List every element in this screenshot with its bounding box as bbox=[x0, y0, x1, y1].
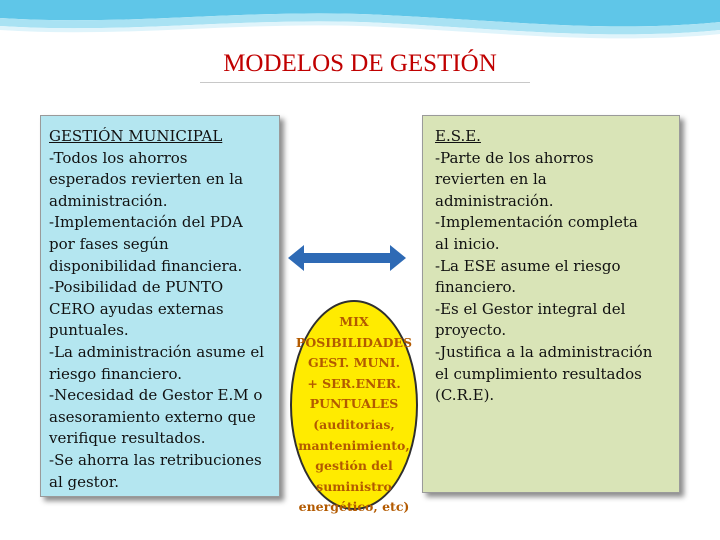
left-panel-line: asesoramiento externo que bbox=[49, 407, 256, 426]
right-panel-line: -Implementación completa bbox=[435, 213, 638, 232]
center-line: mantenimiento, bbox=[298, 437, 410, 453]
right-panel-line: (C.R.E). bbox=[435, 386, 495, 405]
left-panel-line: puntuales. bbox=[49, 321, 129, 340]
left-panel-line: verifique resultados. bbox=[49, 429, 206, 448]
left-panel-line: -Necesidad de Gestor E.M o bbox=[49, 386, 263, 405]
left-panel-line: por fases según bbox=[49, 234, 169, 253]
left-panel-line: al gestor. bbox=[49, 472, 120, 491]
left-panel-line: -La administración asume el bbox=[49, 342, 265, 361]
right-panel-line: financiero. bbox=[435, 278, 517, 297]
right-panel-line: -La ESE asume el riesgo bbox=[435, 256, 621, 275]
right-panel-line: proyecto. bbox=[435, 321, 507, 340]
left-panel-line: -Se ahorra las retribuciones bbox=[49, 450, 262, 469]
center-line: PUNTUALES bbox=[309, 396, 399, 412]
double-arrow-icon bbox=[288, 243, 406, 273]
right-panel-line: revierten en la bbox=[435, 170, 547, 189]
page-title: MODELOS DE GESTIÓN bbox=[223, 50, 497, 77]
left-panel-line: disponibilidad financiera. bbox=[49, 256, 243, 275]
left-panel-heading: GESTIÓN MUNICIPAL bbox=[49, 127, 223, 145]
top-wave-decoration bbox=[0, 0, 720, 50]
left-panel-line: -Todos los ahorros bbox=[49, 148, 188, 167]
left-panel-line: riesgo financiero. bbox=[49, 364, 182, 383]
center-line: energético, etc) bbox=[298, 499, 410, 515]
left-panel-line: -Implementación del PDA bbox=[49, 213, 243, 232]
mix-ellipse-text bbox=[288, 312, 420, 518]
right-panel-heading: E.S.E. bbox=[435, 127, 481, 145]
left-panel-line: -Posibilidad de PUNTO bbox=[49, 278, 224, 297]
right-panel-line: -Es el Gestor integral del bbox=[435, 299, 626, 318]
center-line: gestión del bbox=[315, 458, 393, 474]
right-panel-line: el cumplimiento resultados bbox=[435, 364, 642, 383]
right-panel-line: -Parte de los ahorros bbox=[435, 148, 594, 167]
right-panel-line: al inicio. bbox=[435, 234, 500, 253]
center-line: + SER.ENER. bbox=[307, 375, 401, 391]
center-line: (auditorias, bbox=[313, 416, 395, 432]
left-panel-line: CERO ayudas externas bbox=[49, 299, 224, 318]
center-line: GEST. MUNI. bbox=[308, 355, 400, 371]
right-panel-line: -Justifica a la administración bbox=[435, 342, 653, 361]
gestion-municipal-panel bbox=[40, 115, 280, 497]
left-panel-line: esperados revierten en la bbox=[49, 170, 244, 189]
center-line: MIX bbox=[339, 314, 369, 329]
center-line: POSIBILIDADES bbox=[295, 334, 413, 350]
ese-panel bbox=[422, 115, 680, 493]
center-line: suministro bbox=[316, 478, 392, 494]
title-divider bbox=[200, 82, 530, 83]
left-panel-line: administración. bbox=[49, 191, 168, 210]
right-panel-line: administración. bbox=[435, 191, 554, 210]
